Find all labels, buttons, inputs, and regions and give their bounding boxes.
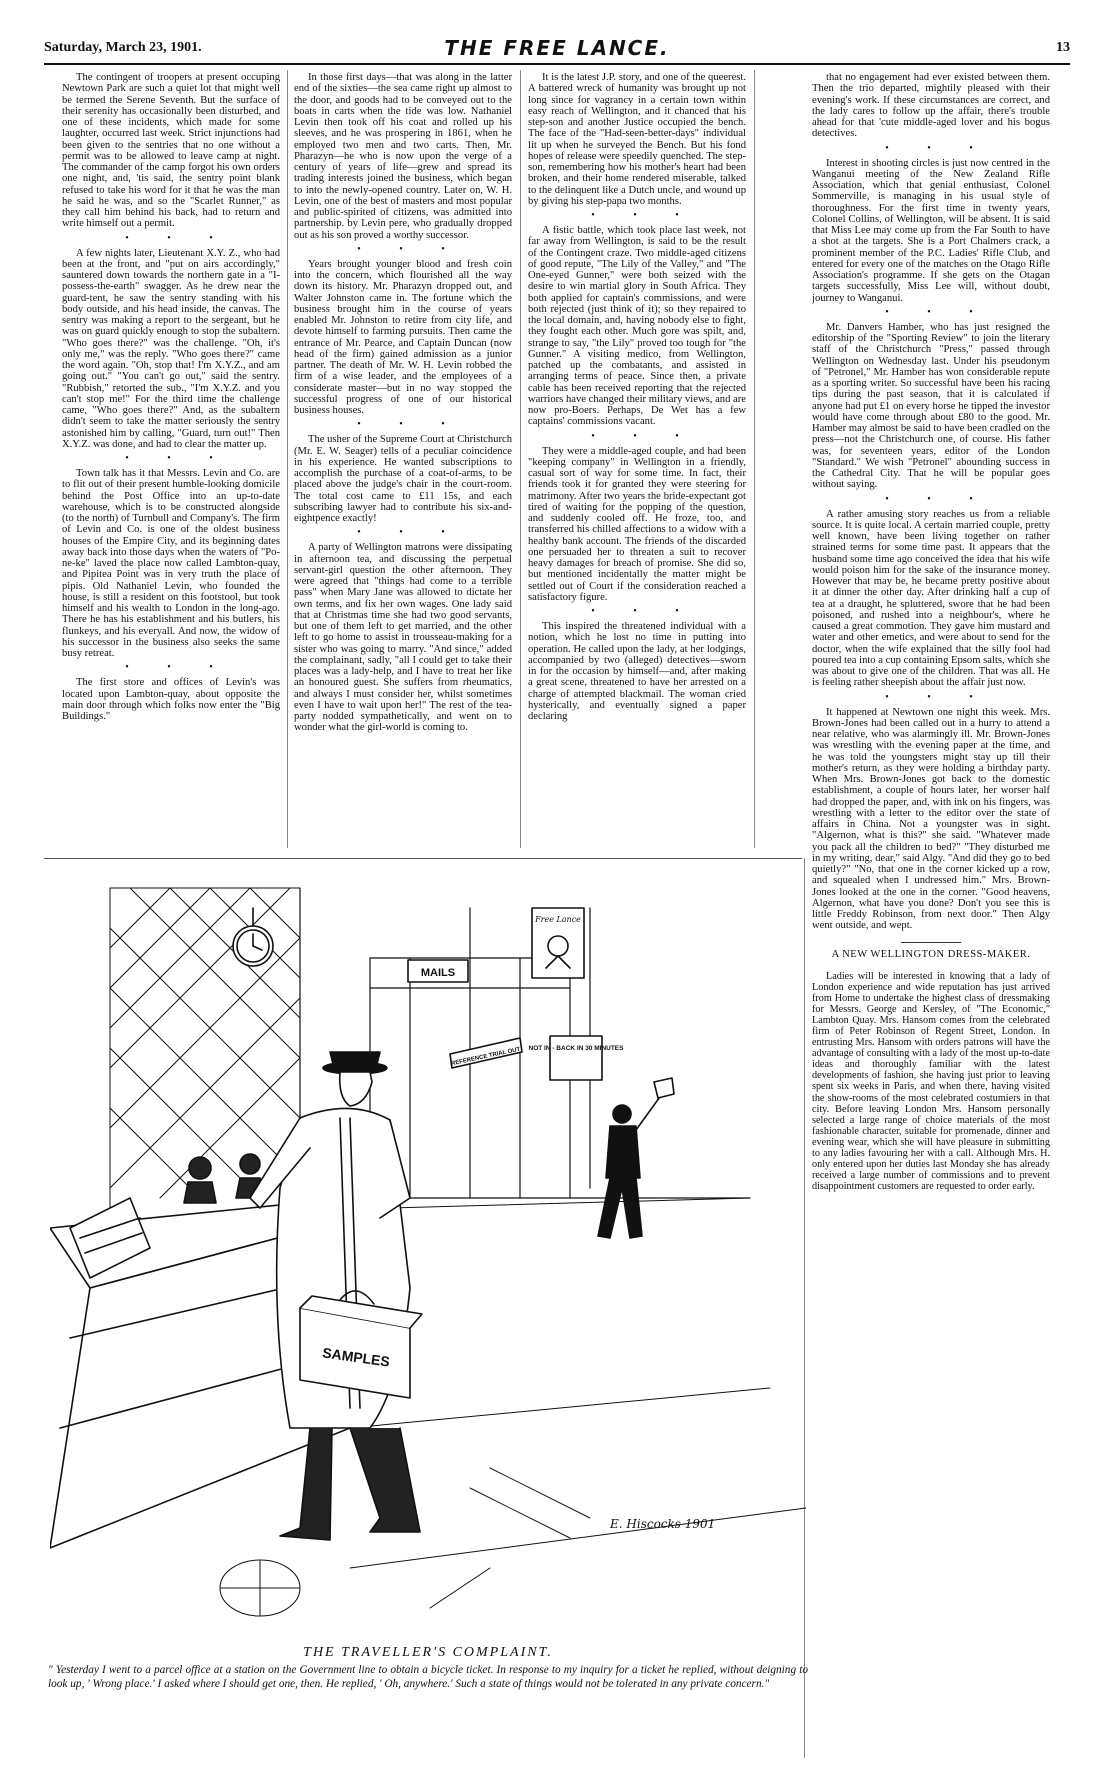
illustration-caption: " Yesterday I went to a parcel office at a station on the Government line to obtain a bicycle ticket. In response to my inquiry for a ticket he replied, without deigning to look up, ' Wrong place.' I asked where I should get one, then. He replied, ' Oh, anywhere.' Such a state of things would not be tolerated in any private concern."	[48, 1664, 808, 1690]
paragraph: It happened at Newtown one night this week. Mrs. Brown-Jones had been called out in a hurry to attend a near relative, who was alarmingly ill. Mr. Brown-Jones was wrestling with the evening paper at the time, and he was told the youngsters might stay up till their mother's return, as they were holding a birthday party. When Mrs. Brown-Jones got back to the domestic establishment, a couple of hours later, her worser half had dropped the paper, and, with ink on his fingers, was wrestling with a letter to the editor over the state of affairs in China. Not a youngster was in sight. "Algernon, what is this?" she said. "Whatever made you pack all the children to bed?" "They disturbed me in my writing, dear," said Algy. "And did they go to bed quietly?" "No, that one in the corner kicked up a row, and squealed when I undressed him." Mrs. Brown-Jones looked at the one in the corner. "Good heavens, Algernon, what have you done? Don't you see this is little Freddy Robinson, from next door." Then Algy went outside, and wept.	[812, 706, 1050, 932]
column-3	[528, 72, 746, 847]
paragraph: It is the latest J.P. story, and one of the queerest. A battered wreck of humanity was brought up not long since for vagrancy in a certain town within easy reach of Wellington, and it chanced that his step-son and another Justice occupied the bench. The face of the "Had-seen-better-days" individual lit up when he surveyed the Bench. But his fond hopes of release were speedily quenched. The step-son, remembering how his mother's heart had been broken, and their home rendered miserable, talked to the delinquent like a Dutch uncle, and wound up by giving his step-papa two months.	[528, 72, 746, 207]
bullet-dots-icon: • • •	[125, 453, 231, 464]
advertisement-text: Ladies will be interested in knowing that a lady of London experience and wide reputation has just arrived from Home to undertake the highest class of dressmaking for Messrs. George and Kersley, of "The Economic," Lambton Quay. Mrs. Hansom comes from the celebrated firm of Peter Robinson of Regent Street, London. In entrusting Mrs. Hansom with orders patrons will have the advantage of consulting with a lady of the most up-to-date ideas and thoroughly familiar with the latest developments of fashion, she having just prior to leaving spent six weeks in Paris, and when there, having visited the show-rooms of the most celebrated costumiers in that city. Before leaving London Mrs. Hansom personally selected a large range of choice materials of the most fashionable character, suitable for promenade, dinner and evening wear, which she will have pleasure in submitting to any ladies favouring her with a call. Although Mrs. H. only entered upon her duties last Monday she has already received a large number of commissions and to prevent disappointment customers are requested to order early.	[812, 970, 1050, 1193]
cartoon-illustration	[50, 868, 806, 1638]
paragraph: A party of Wellington matrons were dissipating in afternoon tea, and discussing the perpetual servant-girl question the other afternoon. They were agreed that "things had come to a terrible pass" when Mary Jane was allowed to dictate her own terms, and fix her own wages. One lady said that at Christmas time she had two good servants, but one of them left to get married, and the other left to go home to assist in trousseau-making for a sister who was going to marry. "And since," added the complainant, sadly, "all I could get to take their places was a lady-help, and I have to treat her like an honoured guest. She suffers from rheumatics, and always I must consider her, whilst sometimes even I have to wait upon her!" The rest of the tea-party nodded sympathetically, and went on to wonder what the girl-world is coming to.	[294, 542, 512, 734]
header-date: Saturday, March 23, 1901.	[44, 40, 202, 55]
bullet-dots-icon: • • •	[357, 527, 463, 539]
column-divider	[287, 70, 288, 848]
column-1	[62, 72, 280, 847]
bullet-dots-icon: • • •	[885, 306, 991, 318]
bullet-dots-icon: • • •	[885, 142, 991, 154]
back-soon-sign-text: NOT IN - BACK IN 30 MINUTES	[528, 1045, 624, 1052]
paragraph: A rather amusing story reaches us from a reliable source. It is quite local. A certain married couple, pretty well known, have been living together on rather strained terms for some time past. It appears that the husband some time ago conceived the idea that his wife would poison him for the sake of the insurance money. However that may be, he became pretty positive about it at dinner the other day. After drinking half a cup of tea at a draught, he spluttered, swore that he had been poisoned, and rushed into a neighbour's, where he caused a great commotion. They gave him mustard and water and other emetics, and were about to send for the doctor, when the wife explained that the silly fool had poured tea into a cup containing Epsom salts, which she was about to give one of the children. That was all. He is feeling rather sheepish about the affair just now.	[812, 508, 1050, 689]
column-divider	[520, 70, 521, 848]
illustration-title: THE TRAVELLER'S COMPLAINT.	[303, 1645, 553, 1660]
column-divider	[754, 70, 755, 848]
masthead-title: THE FREE LANCE.	[444, 36, 670, 60]
short-rule	[901, 942, 961, 943]
bullet-dots-icon: • • •	[885, 493, 991, 505]
column-4	[812, 72, 1050, 1752]
bullet-dots-icon: • • •	[125, 662, 231, 674]
paragraph: A few nights later, Lieutenant X.Y. Z., who had been at the front, and "put on airs accordingly," sauntered down towards the northern gate in a "I-possess-the-earth" swagger. As he drew near the guard-tent, he saw the sentry standing with his body outside, and his head inside, the canvas. The sentry was making a report to the sergeant, but he was on guard quickly enough to stop the subaltern. "Who goes there?" was the challenge. "Oh, it's only me," was the reply. "Who goes there?" came the word again. "Oh, stop that! I'm X.Y.Z., and am going out." "You can't go out," said the sentry. "Rubbish," retorted the sub., "I'm X.Y.Z. and you can't stop me!" For the third time the challenge came, "Who goes there?" And, as the subaltern didn't seem to take the matter seriously the sentry astonished him by calling, "Guard, turn out!" Then X.Y.Z. was done, and had to clear the matter up.	[62, 247, 280, 450]
paragraph: Interest in shooting circles is just now centred in the Wanganui meeting of the New Zealand Rifle Association, which that genial enthusiast, Colonel Sommerville, is managing in his usual style of thoroughness. For the first time in twenty years, Colonel Collins, of Wellington, will be absent. It is said that Miss Lee may come up from the Far South to have a shot at the targets. She is a Port Chalmers crack, a prominent member of the P.C. Ladies' Rifle Club, and entered for every one of the matches on the Otago Rifle Association's programme. If she gets on the Otagan targets successfully, Miss Lee will, without doubt, journey to Wanganui.	[812, 157, 1050, 304]
paragraph: Mr. Danvers Hamber, who has just resigned the editorship of the "Sporting Review" to join the literary staff of the Christchurch "Press," passed through Wellington on Wednesday last. Under his pseudonym of "Petronel," Mr. Hamber has won considerable repute as a sporting writer. So successful have been his racing tips during the past season, that it is calculated if anyone had put £1 on every horse he tipped the investor would have come through about £80 to the good. Mr. Hamber may almost be said to have been cradled on the press—not the Christchurch one, of course. His father was, for seventeen years, editor of the London "Standard." We wish "Petronel" abounding success in the Cathedral City. That he will be popular goes without saying.	[812, 321, 1050, 491]
paragraph: Years brought younger blood and fresh coin into the concern, which flourished all the way down its history. Mr. Pharazyn dropped out, and Walter Johnston came in. The fortune which the business brought him in the course of years enabled Mr. Johnston to retire from city life, and devote himself to farming pursuits. Then came the entrance of Mr. Pearce, and Captain Duncan (now head of the firm) gained admission as a junior partner. The death of Mr. W. H. Levin robbed the firm of a wise leader, and the employees of a considerate master—but in no way stopped the successful progress of one of our historical business houses.	[294, 258, 512, 416]
paragraph: Town talk has it that Messrs. Levin and Co. are to flit out of their present humble-looking domicile behind the Post Office into an up-to-date warehouse, which is to be constructed alongside (to the north) of Turnbull and Company's. The firm of Levin and Co. is one of the oldest business houses of the Empire City, and its beginning dates away back into those days when the waters of "Po-ne-ke" laved the place now called Lambton-quay, and Pipitea Point was in very truth the place of pipis. Old Nathaniel Levin, who founded the house, is still a resident on this footstool, but took himself and his wealth to London in the long-ago. There he has his establishment and his butlers, his flunkeys, and his everyall. And now, the widow of his successor in the business also seeks the same busy retreat.	[62, 468, 280, 659]
wall-signs	[408, 908, 624, 1080]
page-number: 13	[1056, 40, 1070, 55]
bullet-dots-icon: • • •	[885, 691, 991, 703]
samples-bag-label: SAMPLES	[321, 1344, 391, 1370]
free-lance-poster-text: Free Lance	[535, 915, 581, 924]
header-rule	[44, 63, 1070, 65]
paragraph: The usher of the Supreme Court at Christchurch (Mr. E. W. Seager) tells of a peculiar coincidence in his experience. He wanted subscriptions to accomplish the purchase of a coat-of-arms, to be placed above the judge's chair in the court-room. The total cost came to £11 15s, and each subscribing lawyer had to contribute his six-and-eightpence exactly!	[294, 434, 512, 524]
artist-signature: E. Hiscocks 1901	[610, 1517, 716, 1531]
page-header	[44, 38, 1070, 60]
paragraph: The first store and offices of Levin's was located upon Lambton-quay, about opposite the main door through which folks now enter the "Big Buildings."	[62, 677, 280, 722]
bullet-dots-icon: • • •	[125, 232, 231, 244]
illustration-top-rule	[44, 858, 802, 859]
running-clerk	[598, 1078, 674, 1238]
bullet-dots-icon: • • •	[591, 606, 697, 617]
reference-sign-text: REFERENCE TRIAL OUT	[450, 1046, 521, 1068]
bullet-dots-icon: • • •	[591, 210, 697, 221]
paragraph: In those first days—that was along in the latter end of the sixties—the sea came right up almost to the door, and goods had to be conveyed out to the boats in carts when the tide was low. Nathaniel Levin then took off his coat and rolled up his sleeves, and he was prospering in 1861, when he employed two men and two carts. Then, Mr. Pharazyn—he who is now upon the verge of a century of years of life—grew and spread its trading interests joined the business, which began to into the newly-opened country. Later on, W. H. Levin, one of the best of masters and most popular and public-spirited of citizens, was admitted into partnership. by Levin pere, who gradually dropped out as his son proved a worthy successor.	[294, 72, 512, 241]
bullet-dots-icon: • • •	[591, 430, 697, 442]
paragraph: that no engagement had ever existed between them. Then the trio departed, mightily pleased with their evening's work. If these circumstances are correct, and the lady cares to follow up the affair, there's trouble ahead for that 'cute middle-aged lover and his bogus detectives.	[812, 72, 1050, 140]
mails-sign-text: MAILS	[420, 967, 456, 979]
bullet-dots-icon: • • •	[357, 243, 463, 255]
paragraph: The contingent of troopers at present occuping Newtown Park are such a quiet lot that might well be termed the Serene Seventh. But the surface of their serenity has occasionally been disturbed, and one of these incidents, which made for some laughter, occurred last week. Strict injunctions had been given to the sentries that no one without a permit was to be allowed to leave camp at night. The commander of the camp forgot his own orders one night, and, 'tis said, the sentry point blank refused to take his word for it that he was the man he said he was, and so the "Scarlet Runner," as they call him behind his back, had to return and write himself out a permit.	[62, 72, 280, 230]
paragraph: They were a middle-aged couple, and had been "keeping company" in Wellington in a friendly, casual sort of way for some time. In fact, their friends took it for granted they were steering for matrimony. After two years the bride-expectant got tired of waiting for the popping of the question, and suddenly cooled off. He froze, too, and transferred his chilled affections to a widow with a healthy bank account. The friends of the discarded one persuaded her to threaten a suit to recover heavy damages for breach of promise. She did so, but mentioned incidentally the matter might be settled out of Court if the consideration reached a satisfactory figure.	[528, 445, 746, 603]
bullet-dots-icon: • • •	[357, 419, 463, 431]
column-2	[294, 72, 512, 847]
paragraph: A fistic battle, which took place last week, not far away from Wellington, is said to be the result of the Contingent craze. Two middle-aged citizens of good repute, "The Lily of the Valley," and "The One-eyed Gunner," were both seized with the desire to win martial glory in South Africa. They both applied for captain's commissions, and were both rejected (just think of it); so they repaired to the local domain, and, having nobody else to fight, they fought each other. Much gore was spilt, and, strange to say, "the Lily" proved too tough for "the Gunner." A visiting medico, from Wellington, patched up the combatants, and assisted in arranging terms of peace. Since then, a private cable has been received reporting that the rejected warriors have changed their military views, and are now pro-Boers. Perhaps, De Wet has a few captains' commissions vacant.	[528, 225, 746, 428]
article-heading: A NEW WELLINGTON DRESS-MAKER.	[831, 948, 1031, 960]
paragraph: This inspired the threatened individual with a notion, which he lost no time in putting into operation. He called upon the lady, at her lodgings, accompanied by two (alleged) detectives—sworn in for the occasion by himself—and, after making a great scene, threatened to have her arrested on a charge of attempted blackmail. The woman cried hysterically, and eventually signed a paper declaring	[528, 621, 746, 722]
